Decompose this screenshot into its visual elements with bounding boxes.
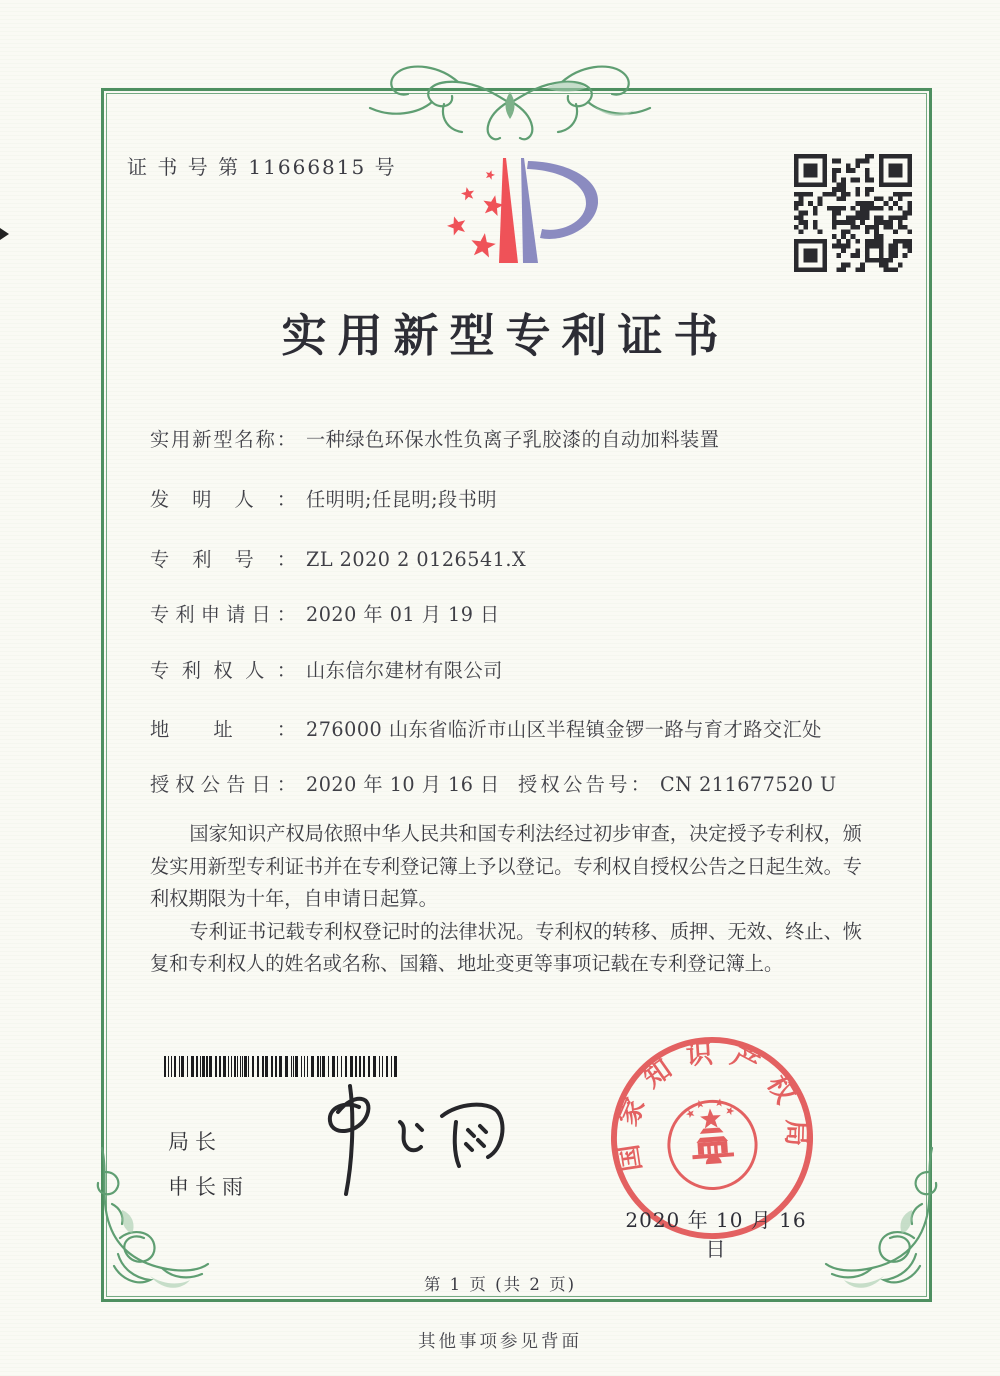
legal-text (150, 818, 862, 981)
qr-code (794, 154, 912, 272)
national-emblem-icon (666, 1096, 759, 1191)
field-label: 授权公告日： (150, 773, 296, 796)
logo-red-wedge (499, 158, 518, 263)
grant-number-group (518, 771, 837, 799)
field-value: CN 211677520 U (660, 773, 837, 796)
certificate-title: 实用新型专利证书 (281, 309, 730, 362)
seal-text: 国家知识产权局 (610, 1037, 812, 1174)
body-paragraph-1: 国家知识产权局依照中华人民共和国专利法经过初步审查，决定授予专利权，颁发实用新型专利证书并在专利登记簿上予以登记。专利权自授权公告之日起生效。专利权期限为十年，自申请日起算。 (150, 822, 862, 911)
field-value: 2020 年 01 月 19 日 (306, 603, 500, 626)
signer-name: 申长雨 (168, 1175, 249, 1199)
field-label: 地址： (150, 718, 296, 741)
grant-date-group (150, 771, 500, 799)
field-label: 实用新型名称： (150, 428, 296, 451)
footer-note: 其他事项参见背面 (418, 1332, 582, 1352)
field-row-filing-date (150, 601, 862, 629)
field-label: 授权公告号： (518, 773, 650, 796)
field-label: 发明人： (150, 488, 296, 511)
logo-p-stem (521, 158, 538, 263)
field-value: 任明明;任昆明;段书明 (306, 488, 498, 511)
signer-title: 局长 (168, 1130, 222, 1154)
cnipa-logo (435, 148, 605, 288)
field-row-patentee (150, 657, 862, 685)
page-number: 第 1 页 (共 2 页) (423, 1275, 577, 1294)
body-paragraph-2: 专利证书记载专利权登记时的法律状况。专利权的转移、质押、无效、终止、恢复和专利权人的姓名或名称、国籍、地址变更等事项记载在专利登记簿上。 (150, 919, 862, 976)
field-value: 山东信尔建材有限公司 (306, 659, 503, 682)
field-row-patent-number (150, 546, 862, 574)
seal-date: 2020 年 10 月 16 日 (625, 1208, 807, 1261)
field-label: 专利申请日： (150, 603, 296, 626)
field-row-grant (150, 771, 862, 799)
center-leaf (506, 92, 515, 119)
barcode (162, 1056, 406, 1077)
field-label: 专利号： (150, 548, 296, 571)
logo-stars-icon (447, 170, 504, 257)
certificate-number: 证 书 号 第 11666815 号 (127, 155, 397, 179)
field-row-address (150, 716, 862, 744)
field-row-name (150, 426, 862, 454)
field-value: ZL 2020 2 0126541.X (306, 548, 527, 571)
top-center-flourish-ornament (345, 42, 675, 148)
field-value: 276000 山东省临沂市山区半程镇金锣一路与育才路交汇处 (306, 718, 822, 741)
signature-handwriting (296, 1080, 534, 1208)
field-row-inventors (150, 486, 862, 514)
field-value: 2020 年 10 月 16 日 (306, 773, 500, 796)
field-label: 专利权人： (150, 659, 296, 682)
logo-p-bowl (527, 161, 598, 239)
field-value: 一种绿色环保水性负离子乳胶漆的自动加料装置 (306, 428, 720, 451)
scan-artifact (0, 228, 9, 240)
